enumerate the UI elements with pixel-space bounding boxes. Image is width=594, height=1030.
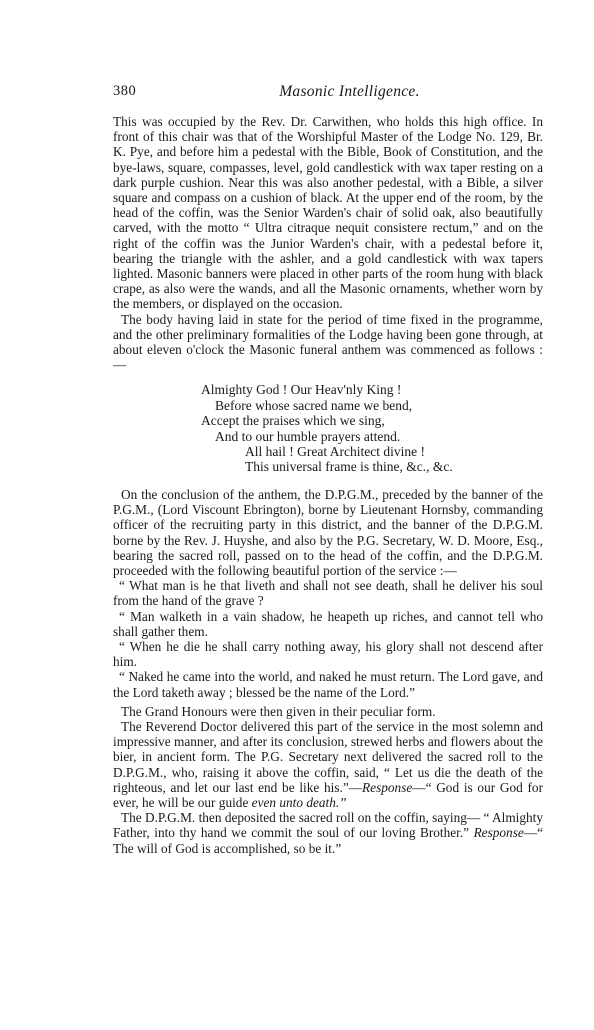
service-quote: “ When he die he shall carry nothing away, his glory shall not descend after him. <box>113 638 543 670</box>
paragraph-anthem-intro: The body having laid in state for the period of time fixed in the programme, and the other preliminary formalities of the Lodge having been gone through, at about eleven o'clock the Masonic funeral anthem was commenced as follows :— <box>113 311 543 373</box>
paragraph-grand-honours: The Grand Honours were then given in their peculiar form. <box>121 703 436 719</box>
paragraph-text: —“ The will of God is accomplished, so be it.” <box>113 825 543 856</box>
paragraph-text: —“ God is our God for ever, he will be our guide <box>113 779 544 810</box>
response-label: Response <box>362 779 413 795</box>
anthem-line: Before whose sacred name we bend, <box>215 397 413 413</box>
paragraph-procession: On the conclusion of the anthem, the D.P.G.M., preceded by the banner of the P.G.M., (Lord Viscount Ebrington), borne by Lieutenant Hornsby, commanding officer of the recruiting party in this district, and the banner of the D.P.G.M. borne by the Rev. J. Huyshe, and also by the P.G. Secretary, W. D. Moore, Esq., bearing the sacred roll, passed on to the head of the coffin, and the D.P.G.M. proceeded with the following beautiful portion of the service :— <box>113 486 543 578</box>
anthem-line: Almighty God ! Our Heav'nly King ! <box>201 382 402 398</box>
anthem-line: All hail ! Great Architect divine ! <box>245 444 425 460</box>
paragraph-service-delivery <box>113 719 543 810</box>
service-quote: “ Man walketh in a vain shadow, he heapeth up riches, and cannot tell who shall gather them. <box>113 608 543 639</box>
paragraph-committal <box>113 810 543 856</box>
body-text <box>113 114 543 856</box>
funeral-anthem-verse <box>201 382 543 474</box>
anthem-line: This universal frame is thine, &c., &c. <box>245 459 453 475</box>
response-label: Response <box>473 825 524 841</box>
anthem-line: And to our humble prayers attend. <box>215 428 401 444</box>
running-head <box>113 83 546 103</box>
service-quote: “ Naked he came into the world, and naked he must return. The Lord gave, and the Lord taketh away ; blessed be the name of the Lord.” <box>113 669 543 700</box>
page-number: 380 <box>113 83 137 99</box>
service-quote: “ What man is he that liveth and shall not see death, shall he deliver his soul from the hand of the grave ? <box>113 578 543 609</box>
paragraph-text: The Reverend Doctor delivered this part of the service in the most solemn and impressive manner, and after its conclusion, strewed herbs and flowers about the bier, in ancient form. The P.G. Secretary next delivered the sacred roll to the D.P.G.M., who, raising it above the coffin, said, “ Let us die the death of the righteous, and let our last end be like his.”— <box>113 718 543 795</box>
running-title: Masonic Intelligence. <box>279 83 420 100</box>
paragraph-chapel-description: This was occupied by the Rev. Dr. Carwithen, who holds this high office. In front of this chair was that of the Worshipful Master of the Lodge No. 129, Br. K. Pye, and before him a pedestal with the Bible, Book of Constitution, and the bye-laws, square, compasses, level, gold candlestick with wax taper resting on a dark purple cushion. Near this was also another pedestal, with a Bible, a silver square and compass on a cushion of black. At the upper end of the room, by the head of the coffin, was the Senior Warden's chair of solid oak, also beautifully carved, with the motto “ Ultra citraque nequit consistere rectum,” and on the right of the coffin was the Junior Warden's chair, with a pedestal before it, bearing the triangle with the ashler, and a gold candlestick with wax tapers lighted. Masonic banners were placed in other parts of the room hung with black crape, as also were the wands, and all the Masonic ornaments, whether worn by the members, or displayed on the occasion. <box>113 114 543 312</box>
italic-phrase: even unto death.” <box>251 794 347 810</box>
paragraph-text: The D.P.G.M. then deposited the sacred roll on the coffin, saying— “ Almighty Father, into thy hand we commit the soul of our loving Brother.” <box>113 810 543 841</box>
anthem-line: Accept the praises which we sing, <box>201 413 385 429</box>
